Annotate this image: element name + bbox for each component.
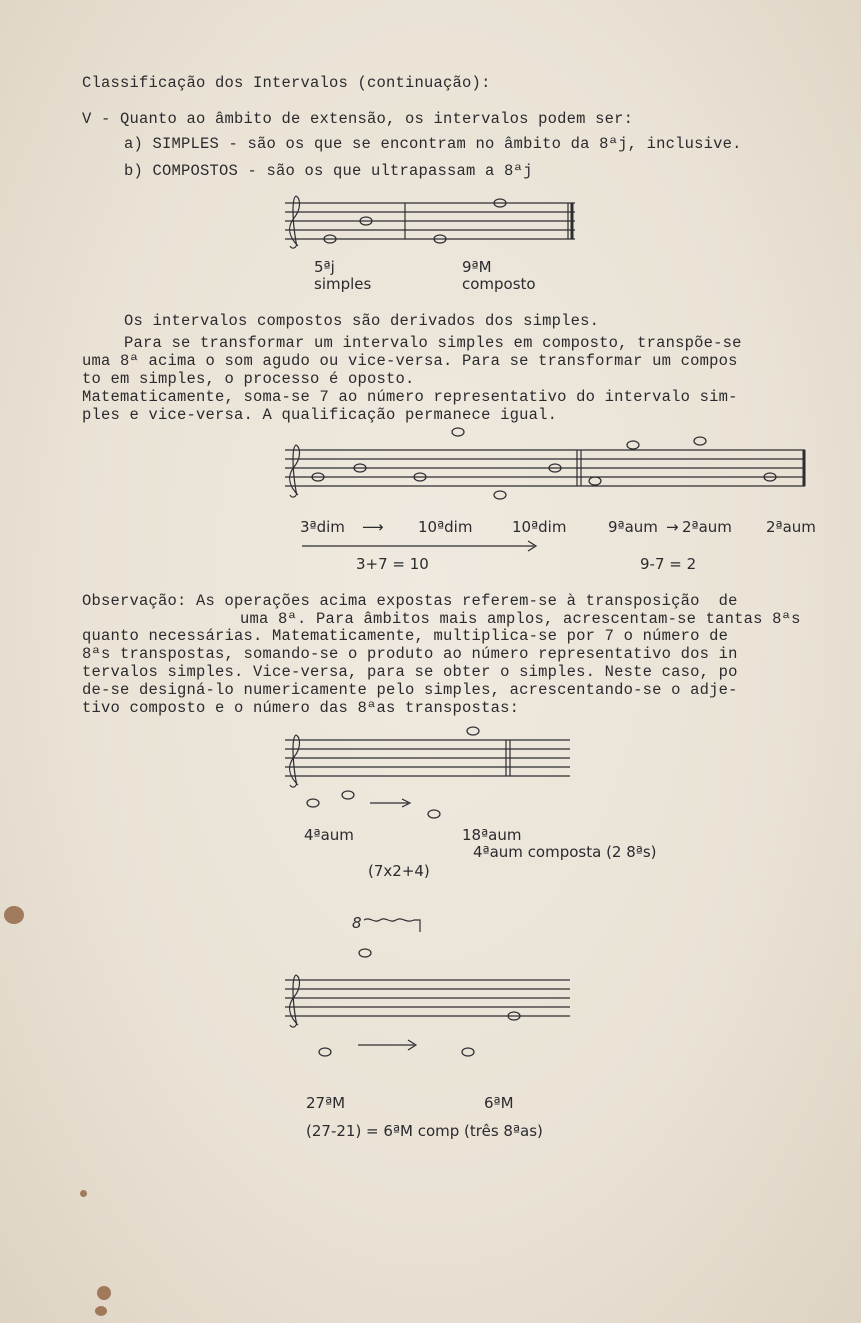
obs-line-7: tivo composto e o número das 8ªas transpostas: xyxy=(82,699,520,717)
obs-line-5: tervalos simples. Vice-versa, para se obter o simples. Neste caso, po xyxy=(82,663,738,681)
stain-mark xyxy=(4,906,24,924)
obs-line-3: quanto necessárias. Matematicamente, multiplica-se por 7 o número de xyxy=(82,627,729,645)
ex2-label-10dim-b: 10ªdim xyxy=(512,518,567,536)
obs-line-2: uma 8ª. Para âmbitos mais amplos, acrescentam-se tantas 8ªs xyxy=(240,610,801,628)
obs-line-4: 8ªs transpostas, somando-se o produto ao número representativo dos in xyxy=(82,645,738,663)
ex2-equation-2: 9-7 = 2 xyxy=(640,555,697,573)
ex3-formula: (7x2+4) xyxy=(368,862,430,880)
ottava-mark: 8 xyxy=(352,914,362,932)
ex2-label-2aum-a: 2ªaum xyxy=(682,518,732,536)
para1-line-2: uma 8ª acima o som agudo ou vice-versa. Para se transformar um compos xyxy=(82,352,738,370)
ex2-arrow-2: → xyxy=(666,518,679,536)
derived-sentence: Os intervalos compostos são derivados dos simples. xyxy=(124,312,600,330)
obs-line-6: de-se designá-lo numericamente pelo simples, acrescentando-se o adje- xyxy=(82,681,738,699)
music-staff-example-2 xyxy=(280,445,810,515)
item-a: a) SIMPLES - são os que se encontram no âmbito da 8ªj, inclusive. xyxy=(124,135,742,153)
stain-mark xyxy=(97,1286,111,1300)
para1-line-4: Matematicamente, soma-se 7 ao número representativo do intervalo sim- xyxy=(82,388,738,406)
ex2-arrow: ⟶ xyxy=(362,518,384,536)
section-v: V - Quanto ao âmbito de extensão, os intervalos podem ser: xyxy=(82,110,634,128)
ex2-label-2aum-b: 2ªaum xyxy=(766,518,816,536)
ex2-equation-1: 3+7 = 10 xyxy=(356,555,429,573)
ex1-label-9M: 9ªM xyxy=(462,258,492,276)
long-arrow xyxy=(302,540,542,552)
para1-line-5: ples e vice-versa. A qualificação permanece igual. xyxy=(82,406,558,424)
ex1-label-simples: simples xyxy=(314,275,372,293)
ex3-label-18aum: 18ªaum xyxy=(462,826,522,844)
music-staff-example-4 xyxy=(280,975,580,1060)
stain-mark xyxy=(95,1306,107,1316)
para1-line-1: Para se transformar um intervalo simples em composto, transpõe-se xyxy=(124,334,742,352)
item-b: b) COMPOSTOS - são os que ultrapassam a 8ªj xyxy=(124,162,533,180)
para1-line-3: to em simples, o processo é oposto. xyxy=(82,370,415,388)
ex4-formula: (27-21) = 6ªM comp (três 8ªas) xyxy=(306,1122,543,1140)
ex4-label-27M: 27ªM xyxy=(306,1094,346,1112)
ex3-label-composta: 4ªaum composta (2 8ªs) xyxy=(473,843,657,861)
ex1-label-5j: 5ªj xyxy=(314,258,335,276)
ottava-line xyxy=(364,916,424,936)
ex4-label-6M: 6ªM xyxy=(484,1094,514,1112)
ex1-label-composto: composto xyxy=(462,275,536,293)
stain-mark xyxy=(80,1190,87,1197)
ex2-label-10dim-a: 10ªdim xyxy=(418,518,473,536)
ex3-label-4aum: 4ªaum xyxy=(304,826,354,844)
ex2-label-3dim: 3ªdim xyxy=(300,518,345,536)
ex2-label-9aum: 9ªaum xyxy=(608,518,658,536)
obs-line-1: Observação: As operações acima expostas referem-se à transposição de xyxy=(82,592,738,610)
music-staff-example-1 xyxy=(280,198,580,253)
music-staff-example-3 xyxy=(280,735,580,830)
page-heading: Classificação dos Intervalos (continuação): xyxy=(82,74,491,92)
